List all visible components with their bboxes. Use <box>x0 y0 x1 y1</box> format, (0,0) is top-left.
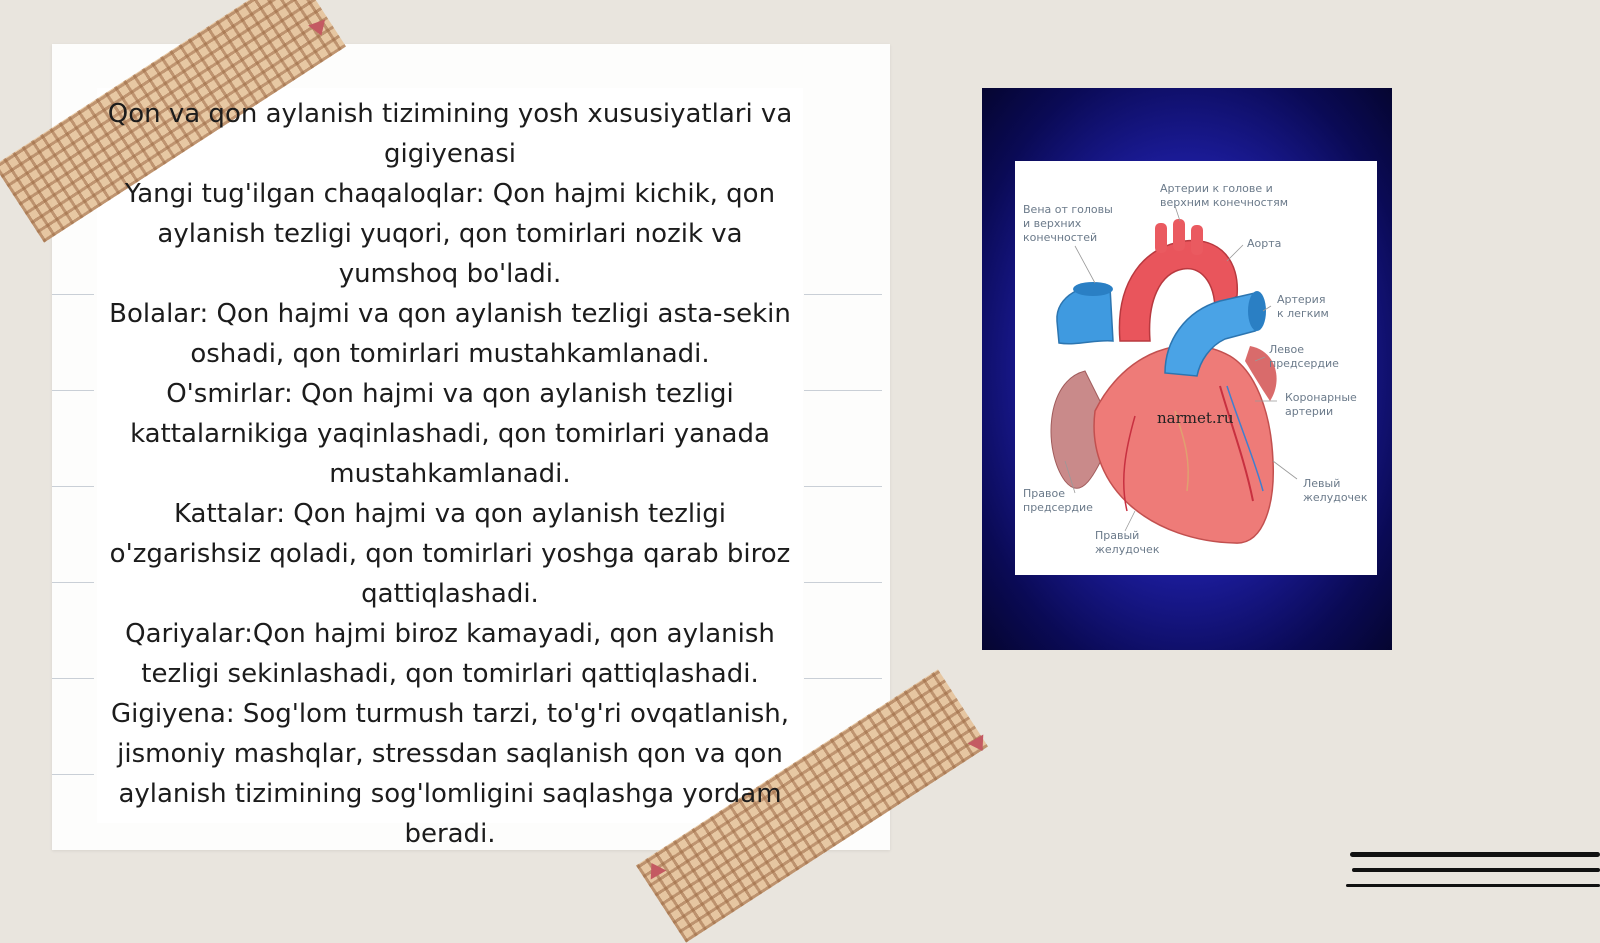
ruled-line <box>52 678 94 679</box>
paragraph-children: Bolalar: Qon hajmi va qon aylanish tezligi asta-sekin oshadi, qon tomirlari mustahkamlanadi. <box>109 299 791 369</box>
label-coronary-1: артерии <box>1285 405 1334 418</box>
ruled-line <box>52 582 94 583</box>
label-right-atrium-0: Правое <box>1023 487 1065 500</box>
ruled-line <box>52 294 94 295</box>
heart-image-frame <box>982 88 1392 650</box>
ruled-line <box>52 390 94 391</box>
label-left-ventricle-0: Левый <box>1303 477 1341 490</box>
label-arteries-head-1: верхним конечностям <box>1160 196 1289 209</box>
heart-diagram <box>1015 161 1377 575</box>
label-aorta: Аорта <box>1247 237 1282 250</box>
label-coronary-0: Коронарные <box>1285 391 1357 404</box>
watermark-text: narmet.ru <box>1157 409 1234 427</box>
slide-title: Qon va qon aylanish tizimining yosh xususiyatlari va gigiyenasi <box>107 99 793 169</box>
paragraph-hygiene: Gigiyena: Sog'lom turmush tarzi, to'g'ri ovqatlanish, jismoniy mashqlar, stressdan saqlanish qon va qon aylanish tizimining sog'lomligini saqlashga yordam beradi. <box>110 699 790 849</box>
label-left-ventricle-1: желудочек <box>1303 491 1368 504</box>
ruled-line <box>52 486 94 487</box>
ruled-line <box>804 486 882 487</box>
paragraph-teenagers: O'smirlar: Qon hajmi va qon aylanish tezligi kattalarnikiga yaqinlashadi, qon tomirlari yanada mustahkamlanadi. <box>130 379 770 489</box>
label-vein-head-2: конечностей <box>1023 231 1098 244</box>
label-vein-head-1: и верхних <box>1023 217 1082 230</box>
paragraph-newborns: Yangi tug'ilgan chaqaloqlar: Qon hajmi kichik, qon aylanish tezligi yuqori, qon tomirlari nozik va yumshoq bo'ladi. <box>124 179 776 289</box>
ruled-line <box>804 678 882 679</box>
paragraph-adults: Kattalar: Qon hajmi va qon aylanish tezligi o'zgarishsiz qoladi, qon tomirlari yoshga qarab biroz qattiqlashadi. <box>109 499 791 609</box>
label-arteries-head-0: Артерии к голове и <box>1160 182 1273 195</box>
decorative-stroke <box>1346 884 1600 887</box>
label-left-atrium-0: Левое <box>1269 343 1305 356</box>
paragraph-elderly: Qariyalar:Qon hajmi biroz kamayadi, qon aylanish tezligi sekinlashadi, qon tomirlari qattiqlashadi. <box>125 619 775 689</box>
ruled-line <box>804 582 882 583</box>
ruled-line <box>52 774 94 775</box>
label-vein-head-0: Вена от головы <box>1023 203 1113 216</box>
ruled-line <box>804 390 882 391</box>
heart-illustration <box>1015 161 1377 575</box>
label-right-ventricle-1: желудочек <box>1095 543 1160 556</box>
decorative-stroke <box>1352 868 1600 872</box>
label-pulmonary-artery-1: к легким <box>1277 307 1329 320</box>
label-right-ventricle-0: Правый <box>1095 529 1140 542</box>
label-left-atrium-1: предсердие <box>1269 357 1339 370</box>
slide-body-text <box>97 94 803 854</box>
label-pulmonary-artery-0: Артерия <box>1277 293 1326 306</box>
label-right-atrium-1: предсердие <box>1023 501 1093 514</box>
decorative-stroke <box>1350 852 1600 857</box>
ruled-line <box>804 294 882 295</box>
